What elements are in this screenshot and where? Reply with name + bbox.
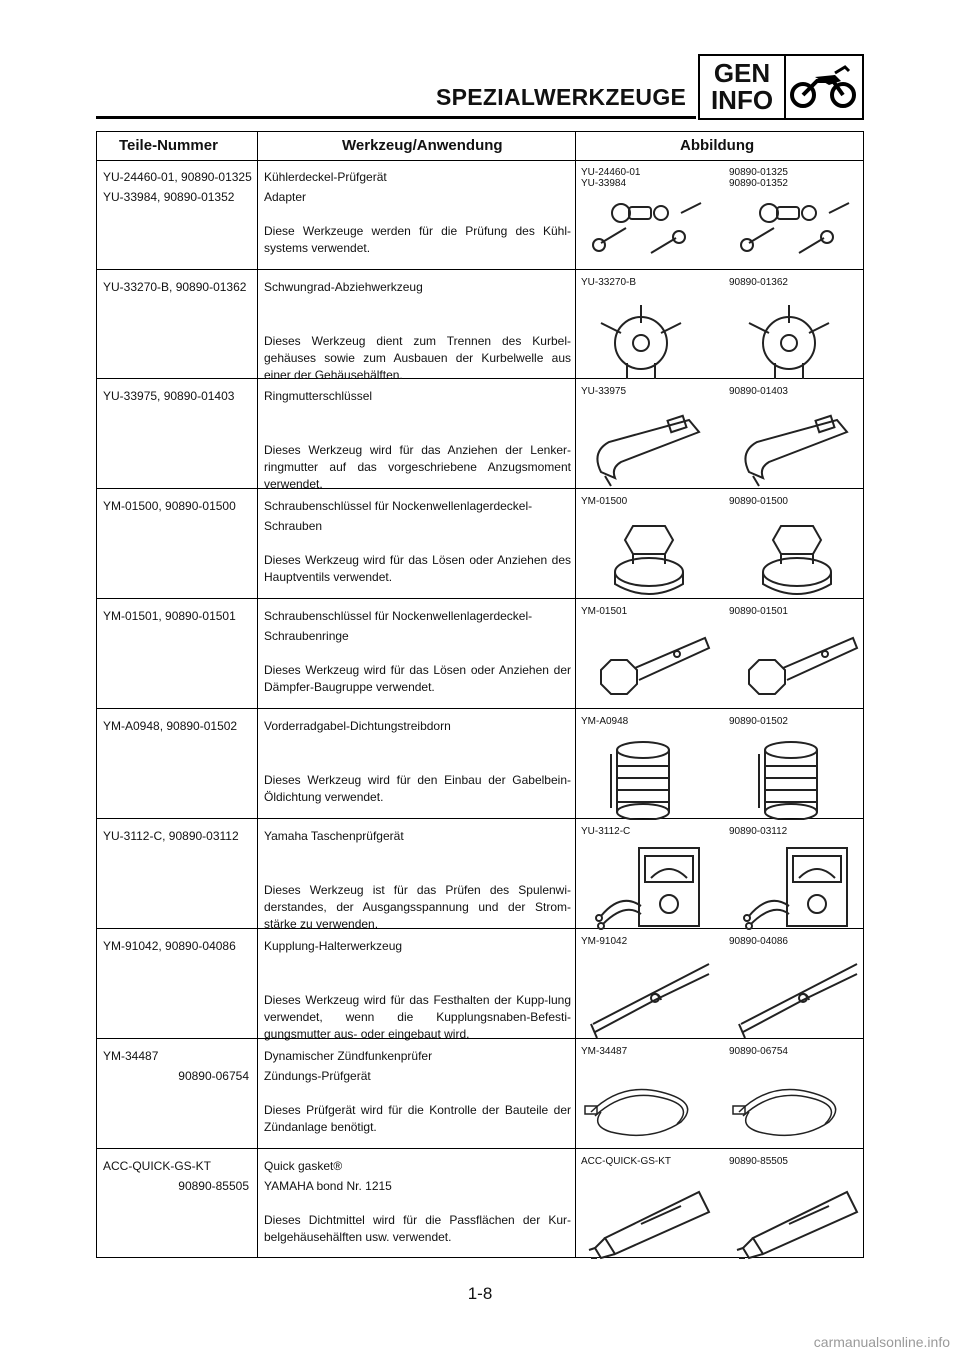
label-us-text: YM-01501: [581, 606, 628, 617]
part-number-cell: [103, 496, 255, 516]
illustration-label-eu: [729, 496, 788, 507]
tool-name: Kühlerdeckel-Prüfgerät: [264, 170, 387, 184]
illustration-label-eu: [729, 606, 788, 617]
clutch-holder-icon: [729, 952, 865, 1040]
illustration-label-eu: [729, 386, 788, 397]
tool-description: Dieses Werkzeug dient zum Trennen des Kurbel-gehäuses sowie zum Ausbauen der Kurbelwelle aus einer der Gehäusehälften.: [264, 334, 571, 382]
illustration-label-us: [581, 386, 626, 397]
header-rule: [96, 116, 696, 119]
octagon-wrench-icon: [729, 622, 865, 710]
table-row: [97, 1149, 863, 1257]
table-row: [97, 819, 863, 929]
label-us-text: YU-33270-B: [581, 277, 637, 288]
part-number-cell: [103, 826, 255, 846]
tool-cell: [264, 606, 571, 694]
part-number-alt: 90890-06754: [178, 1069, 249, 1083]
tool-cell: [264, 1156, 571, 1244]
tool-name: Kupplung-Halterwerkzeug: [264, 939, 403, 953]
label-us-text: YM-91042: [581, 936, 628, 947]
motorcycle-icon: [786, 56, 862, 118]
table-row: [97, 1039, 863, 1149]
tool-name: Dynamischer Zündfunkenprüfer: [264, 1049, 433, 1063]
illustration-label-eu: [729, 1156, 788, 1167]
tool-name-alt: Zündungs-Prüfgerät: [264, 1069, 371, 1083]
label-us-text: YM-A0948: [581, 716, 629, 727]
illustration-label-eu: [729, 716, 788, 727]
table-header: [97, 132, 863, 161]
tool-name: Ringmutterschlüssel: [264, 389, 373, 403]
part-number-cell: [103, 277, 255, 297]
label-eu-text: 90890-01325: [729, 167, 788, 178]
illustration-cell: [579, 1156, 863, 1252]
illustration-cell: [579, 1046, 863, 1142]
spark-tester-icon: [729, 1062, 865, 1150]
part-number-cell: [103, 936, 255, 956]
octagon-wrench-icon: [581, 622, 717, 710]
tool-cell: [264, 716, 571, 804]
col-part-number: Teile-Nummer: [119, 137, 218, 154]
label-eu-text-alt: 90890-01352: [729, 178, 788, 189]
table-row: [97, 160, 863, 270]
tool-cell: [264, 167, 571, 255]
label-us-text: ACC-QUICK-GS-KT: [581, 1156, 671, 1167]
part-number-cell: [103, 386, 255, 406]
tool-description: Dieses Werkzeug ist für das Prüfen des Spulenwi-derstandes, der Ausgangsspannung und der Strom-stärke zu verwenden.: [264, 883, 571, 931]
illustration-label-eu: [729, 826, 787, 837]
tool-description: Dieses Werkzeug wird für das Anziehen der Lenker-ringmutter auf das vorgeschriebene Anzugsmoment verwendet.: [264, 443, 571, 491]
tool-description: Dieses Werkzeug wird für das Lösen oder Anziehen der Dämpfer-Baugruppe verwendet.: [264, 663, 571, 694]
multimeter-icon: [581, 842, 717, 930]
tool-description: Dieses Werkzeug wird für das Lösen oder Anziehen des Hauptventils verwendet.: [264, 553, 571, 584]
part-number-cell: [103, 167, 255, 207]
socket-wrench-icon: [581, 512, 717, 600]
label-us-text: YM-34487: [581, 1046, 628, 1057]
tool-description: Diese Werkzeuge werden für die Prüfung des Kühl-systems verwendet.: [264, 224, 571, 255]
table-row: [97, 270, 863, 382]
part-number: YU-33975, 90890-01403: [103, 389, 235, 403]
illustration-cell: [579, 386, 863, 482]
table-row: [97, 929, 863, 1039]
part-number: YU-33270-B, 90890-01362: [103, 280, 247, 294]
label-eu-text: 90890-06754: [729, 1046, 788, 1057]
label-us-text: YM-01500: [581, 496, 628, 507]
tool-description: Dieses Werkzeug wird für den Einbau der Gabelbein-Öldichtung verwendet.: [264, 773, 571, 804]
tool-name: Schraubenschlüssel für Nockenwellenlagerdeckel-Schraubenringe: [264, 609, 533, 643]
illustration-cell: [579, 167, 863, 263]
label-us-text: YU-3112-C: [581, 826, 631, 837]
tool-cell: [264, 277, 571, 382]
flywheel-puller-icon: [729, 293, 865, 381]
multimeter-icon: [729, 842, 865, 930]
part-number-cell: [103, 606, 255, 626]
illustration-label-us: [581, 1156, 671, 1167]
illustration-cell: [579, 606, 863, 702]
tool-cell: [264, 826, 571, 931]
label-eu-text: 90890-04086: [729, 936, 788, 947]
badge-line1: GEN: [713, 58, 771, 88]
tool-description: Dieses Dichtmittel wird für die Passflächen der Kur-belgehäusehälften usw. verwendet.: [264, 1213, 571, 1244]
label-eu-text: 90890-03112: [729, 826, 788, 837]
tool-name: Schwungrad-Abziehwerkzeug: [264, 280, 423, 294]
part-number: YU-24460-01, 90890-01325: [103, 170, 252, 184]
tool-cell: [264, 386, 571, 491]
tools-table: [96, 131, 864, 1258]
label-eu-text: 90890-85505: [729, 1156, 788, 1167]
part-number: YM-34487: [103, 1049, 159, 1063]
tool-name: Vorderradgabel-Dichtungstreibdorn: [264, 719, 451, 733]
tool-description: Dieses Prüfgerät wird für die Kontrolle der Bauteile der Zündanlage benötigt.: [264, 1103, 571, 1134]
illustration-label-us: [581, 277, 636, 288]
part-number-cell: [103, 716, 255, 736]
part-number: YM-01501, 90890-01501: [103, 609, 236, 623]
illustration-label-us: [581, 936, 627, 947]
page-number: 1-8: [467, 1284, 493, 1303]
sealant-tube-icon: [581, 1172, 717, 1260]
illustration-label-us: [581, 606, 627, 617]
label-us-text-alt: YU-33984: [581, 178, 627, 189]
label-eu-text: 90890-01502: [729, 716, 788, 727]
illustration-label-us: [581, 1046, 627, 1057]
illustration-cell: [579, 936, 863, 1032]
tool-description: Dieses Werkzeug wird für das Festhalten der Kupp-lung verwendet, wenn die Kupplungsnaben-Befesti-gungsmutter aus- oder eingebaut wird.: [264, 993, 571, 1041]
label-us-text: YU-33975: [581, 386, 627, 397]
tool-name: Quick gasket®: [264, 1159, 343, 1173]
tool-name: Yamaha Taschenprüfgerät: [264, 829, 404, 843]
ring-nut-wrench-icon: [581, 402, 717, 490]
socket-wrench-icon: [729, 512, 865, 600]
part-number: YU-3112-C, 90890-03112: [103, 829, 239, 843]
illustration-label-us: [581, 496, 627, 507]
badge-text: [700, 56, 786, 118]
illustration-label-us: [581, 716, 628, 727]
page-title: SPEZIALWERKZEUGE: [436, 84, 687, 110]
clutch-holder-icon: [581, 952, 717, 1040]
illustration-label-eu: [729, 277, 788, 288]
label-eu-text: 90890-01500: [729, 496, 788, 507]
table-row: [97, 709, 863, 819]
table-row: [97, 599, 863, 709]
part-number: ACC-QUICK-GS-KT: [103, 1159, 211, 1173]
seal-driver-icon: [581, 732, 717, 820]
part-number-alt: 90890-85505: [178, 1179, 249, 1193]
label-us-text: YU-24460-01: [581, 167, 641, 178]
part-number-alt: YU-33984, 90890-01352: [103, 190, 235, 204]
tool-cell: [264, 936, 571, 1041]
radiator-cap-tester-icon: [729, 183, 865, 271]
tool-cell: [264, 496, 571, 584]
illustration-cell: [579, 277, 863, 373]
table-row: [97, 489, 863, 599]
part-number-cell: [103, 1046, 255, 1086]
col-illustration: Abbildung: [680, 137, 755, 154]
illustration-label-eu: [729, 936, 788, 947]
illustration-cell: [579, 826, 863, 922]
label-eu-text: 90890-01403: [729, 386, 788, 397]
spark-tester-icon: [581, 1062, 717, 1150]
illustration-cell: [579, 716, 863, 812]
part-number: YM-A0948, 90890-01502: [103, 719, 238, 733]
sealant-tube-icon: [729, 1172, 865, 1260]
flywheel-puller-icon: [581, 293, 717, 381]
part-number-cell: [103, 1156, 255, 1196]
tool-cell: [264, 1046, 571, 1134]
tool-name: Schraubenschlüssel für Nockenwellenlagerdeckel-Schrauben: [264, 499, 533, 533]
watermark: carmanualsonline.info: [813, 1334, 950, 1350]
col-tool-usage: Werkzeug/Anwendung: [342, 137, 503, 154]
tool-name-alt: Adapter: [264, 190, 307, 204]
part-number: YM-01500, 90890-01500: [103, 499, 236, 513]
label-eu-text: 90890-01362: [729, 277, 788, 288]
section-badge: [698, 54, 864, 120]
illustration-cell: [579, 496, 863, 592]
ring-nut-wrench-icon: [729, 402, 865, 490]
tool-name-alt: YAMAHA bond Nr. 1215: [264, 1179, 392, 1193]
table-row: [97, 379, 863, 489]
part-number: YM-91042, 90890-04086: [103, 939, 236, 953]
illustration-label-eu: [729, 1046, 788, 1057]
seal-driver-icon: [729, 732, 865, 820]
label-eu-text: 90890-01501: [729, 606, 788, 617]
illustration-label-us: [581, 826, 630, 837]
radiator-cap-tester-icon: [581, 183, 717, 271]
badge-line2: INFO: [710, 85, 774, 115]
